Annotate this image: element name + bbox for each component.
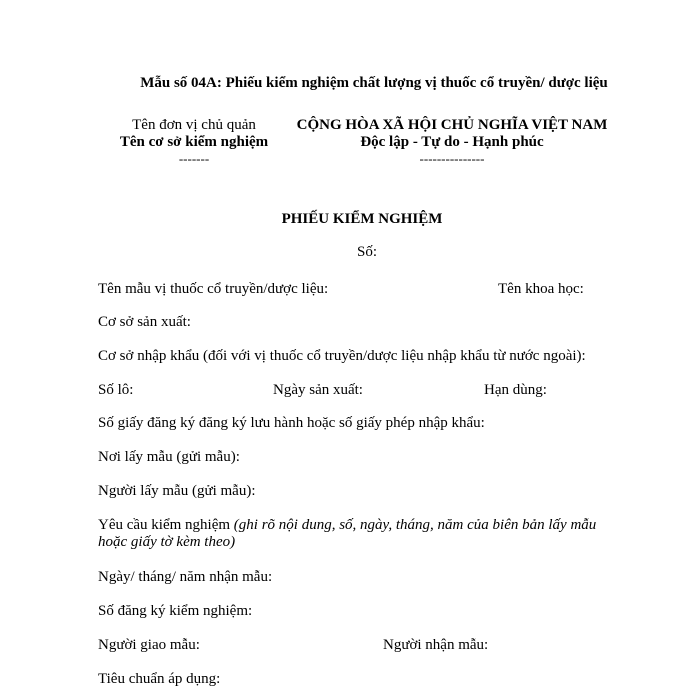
- importer-field: Cơ sở nhập khẩu (đối với vị thuốc cổ truyền/dược liệu nhập khẩu từ nước ngoài):: [98, 348, 586, 364]
- registration-number-field: Số giấy đăng ký đăng ký lưu hành hoặc số giấy phép nhập khẩu:: [98, 415, 485, 431]
- test-request-note-continued: hoặc giấy tờ kèm theo): [98, 534, 236, 550]
- test-registration-number-field: Số đăng ký kiểm nghiệm:: [98, 603, 253, 619]
- document-number-label: Số:: [356, 244, 377, 260]
- sample-name-field: Tên mẫu vị thuốc cổ truyền/dược liệu:: [98, 281, 329, 297]
- right-header-rule: ---------------: [419, 151, 485, 166]
- sample-receiver-field: Người nhận mẫu:: [383, 637, 489, 653]
- national-motto: Độc lập - Tự do - Hạnh phúc: [360, 134, 544, 150]
- manufacture-date-field: Ngày sản xuất:: [273, 382, 363, 398]
- left-header-rule: -------: [178, 151, 210, 166]
- test-request-field: [98, 518, 596, 533]
- document-title: PHIẾU KIỂM NGHIỆM: [281, 211, 443, 227]
- applied-standard-field: Tiêu chuẩn áp dụng:: [98, 671, 221, 687]
- sample-deliverer-field: Người giao mẫu:: [98, 637, 200, 653]
- test-request-note: (ghi rõ nội dung, số, ngày, tháng, năm của biên bản lấy mẫu: [233, 517, 597, 533]
- expiry-date-field: Hạn dùng:: [484, 382, 547, 398]
- manufacturer-field: Cơ sở sản xuất:: [98, 314, 191, 330]
- test-request-label: Yêu cầu kiểm nghiệm: [98, 517, 231, 533]
- testing-facility-label: Tên cơ sở kiểm nghiệm: [119, 134, 269, 150]
- receipt-date-field: Ngày/ tháng/ năm nhận mẫu:: [98, 569, 273, 585]
- parent-unit-label: Tên đơn vị chủ quản: [132, 117, 256, 133]
- sampler-field: Người lấy mẫu (gửi mẫu):: [98, 483, 256, 499]
- form-title: Mẫu số 04A: Phiếu kiểm nghiệm chất lượng vị thuốc cổ truyền/ dược liệu: [140, 75, 608, 91]
- sampling-place-field: Nơi lấy mẫu (gửi mẫu):: [98, 449, 240, 465]
- batch-number-field: Số lô:: [98, 382, 134, 398]
- country-name: CỘNG HÒA XÃ HỘI CHỦ NGHĨA VIỆT NAM: [296, 117, 608, 133]
- scientific-name-field: Tên khoa học:: [498, 281, 584, 297]
